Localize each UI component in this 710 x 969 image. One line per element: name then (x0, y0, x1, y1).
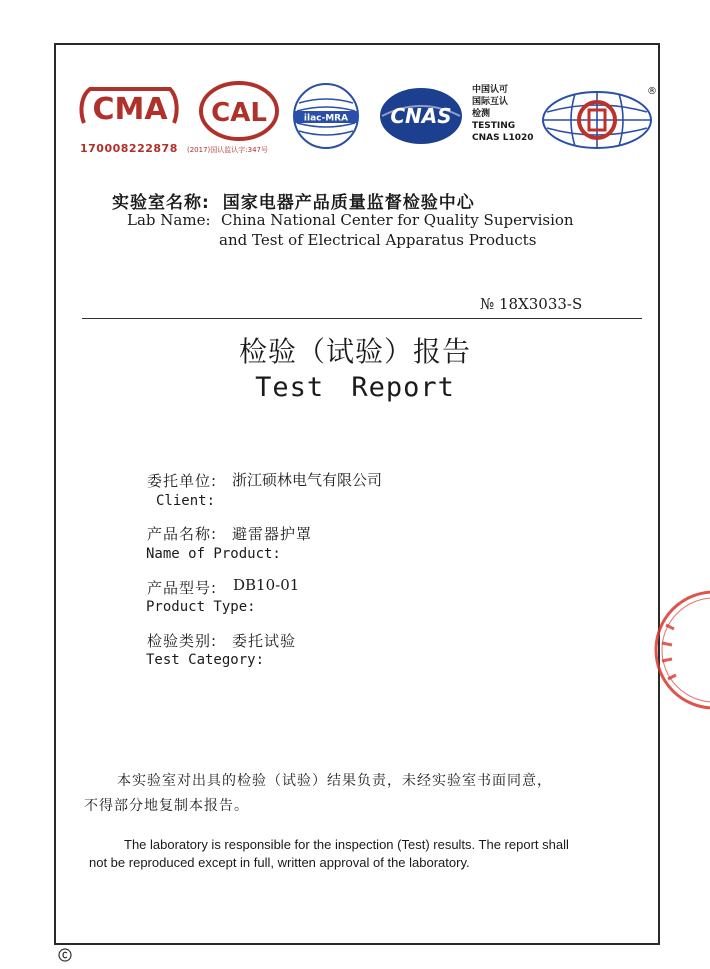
cnas-caption-line2: 国际互认 (472, 97, 509, 107)
test-category-label-en: Test Category: (146, 652, 265, 668)
cma-logo-letters: CMA (92, 92, 168, 127)
test-category-label-cn: 检验类别: (147, 632, 218, 650)
red-seal-stamp (650, 585, 710, 719)
lab-name-en-line2: and Test of Electrical Apparatus Products (219, 231, 537, 249)
product-type-value: DB10-01 (233, 576, 300, 594)
statement-en-line2: not be reproduced except in full, written approval of the laboratory. (89, 855, 470, 870)
product-name-label-en: Name of Product: (146, 546, 281, 562)
lab-name-en-label: Lab Name: (127, 211, 211, 229)
client-value: 浙江硕林电气有限公司 (232, 471, 383, 489)
header-divider (82, 318, 642, 319)
cnas-logo (378, 86, 464, 146)
copyright-icon (58, 947, 72, 966)
report-title-cn: 检验（试验）报告 (238, 335, 471, 368)
report-number: № 18X3033-S (480, 295, 583, 313)
product-name-value: 避雷器护罩 (232, 525, 313, 543)
lab-name-cn (112, 188, 475, 213)
cma-number: 170008222878 (80, 142, 178, 155)
report-title-en: Test Report (255, 372, 455, 403)
registered-mark: ® (647, 86, 657, 97)
lab-name-cn-label: 实验室名称: (112, 193, 210, 213)
cma-logo (78, 83, 182, 143)
ilac-logo-letters: ilac-MRA (303, 113, 349, 124)
cnas-caption-line4: TESTING (472, 121, 516, 131)
cnas-caption (472, 84, 534, 144)
ilac-mra-logo (291, 81, 361, 151)
statement-cn-line2: 不得部分地复制本报告。 (84, 798, 249, 814)
cal-logo-letters: CAL (211, 98, 267, 128)
cnas-caption-line1: 中国认可 (472, 85, 509, 95)
cal-caption: (2017)国认监认字:347号 (187, 146, 268, 154)
cnas-caption-line3: 检测 (472, 109, 491, 119)
client-label-cn: 委托单位: (147, 472, 218, 490)
statement-en-line1: The laboratory is responsible for the inspection (Test) results. The report shall (124, 837, 569, 852)
statement-cn-line1: 本实验室对出具的检验（试验）结果负责，未经实验室书面同意， (117, 773, 552, 789)
product-name-label-cn: 产品名称: (147, 525, 218, 543)
lab-name-en-line1: China National Center for Quality Supervision (221, 211, 574, 229)
product-type-label-cn: 产品型号: (147, 579, 218, 597)
client-label-en: Client: (156, 493, 216, 509)
cnas-caption-line5: CNAS L1020 (472, 133, 534, 143)
lab-name-cn-value: 国家电器产品质量监督检验中心 (222, 193, 475, 213)
cal-logo (197, 80, 281, 142)
test-category-value: 委托试验 (232, 632, 297, 650)
center-globe-logo (539, 88, 659, 152)
product-type-label-en: Product Type: (146, 599, 256, 615)
cnas-logo-letters: CNAS (390, 104, 452, 128)
